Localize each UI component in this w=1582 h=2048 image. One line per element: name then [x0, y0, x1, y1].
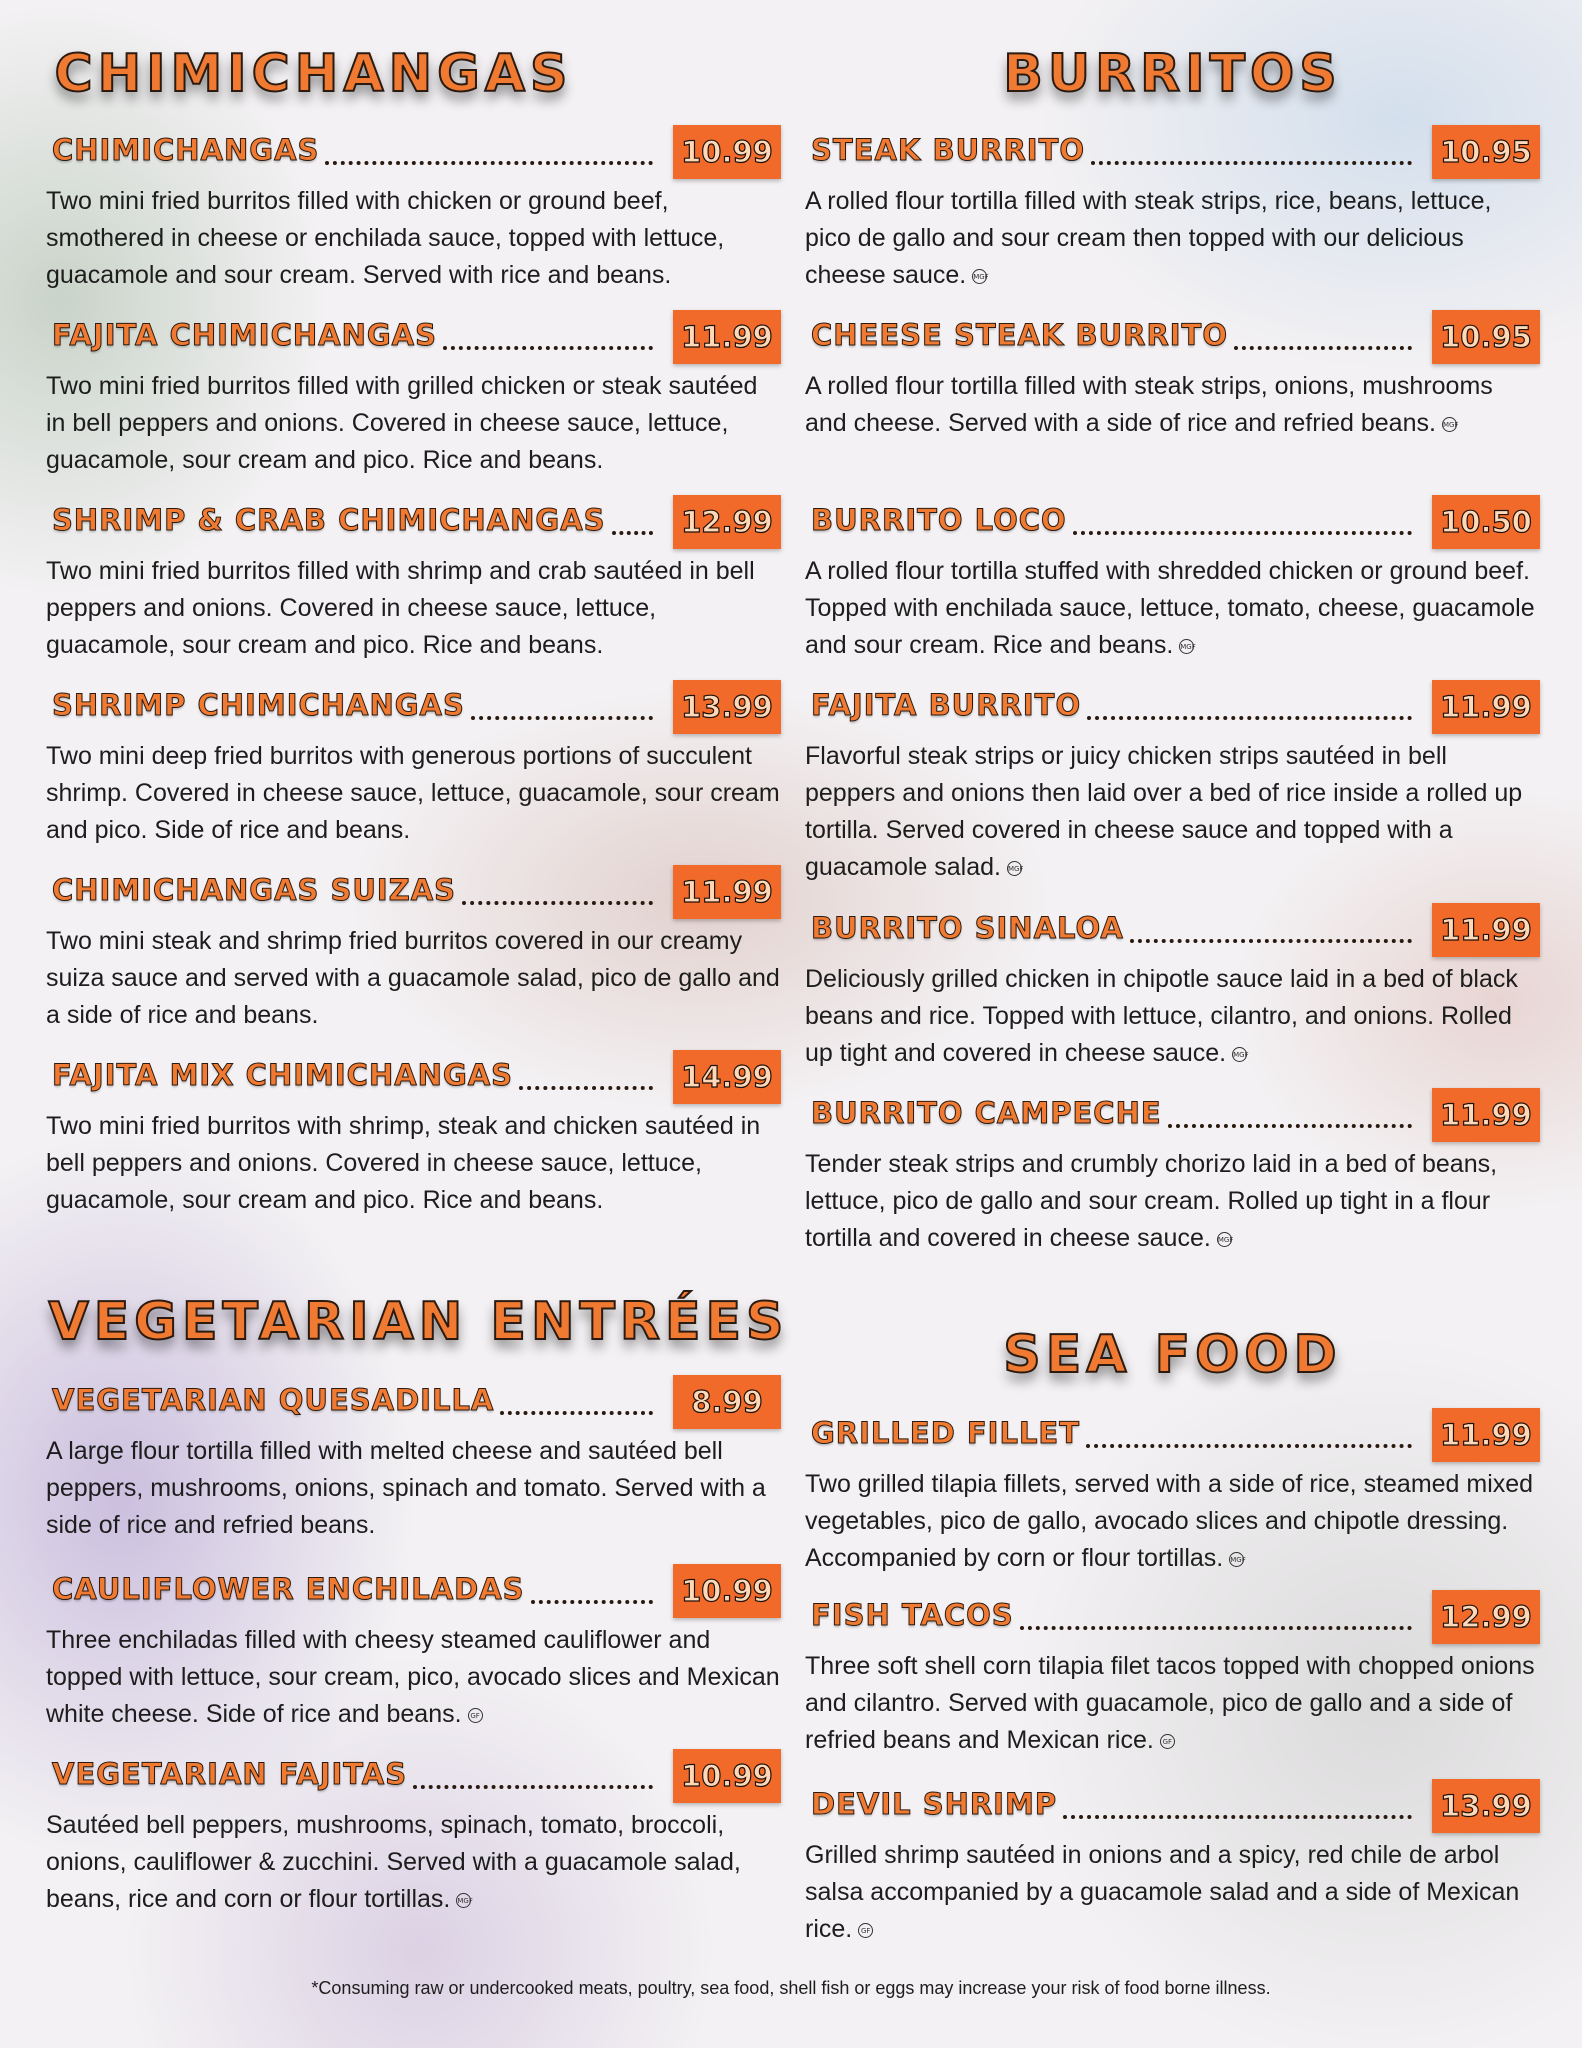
price-tag: 11.99 [673, 310, 781, 364]
item-header [46, 1050, 781, 1102]
price-tag: 11.99 [1432, 1408, 1540, 1462]
item-header [805, 310, 1540, 362]
price-tag: 10.95 [1432, 310, 1540, 364]
price-tag: 13.99 [1432, 1779, 1540, 1833]
item-header [805, 680, 1540, 732]
item-header [46, 310, 781, 362]
dietary-icon: MGF [1229, 1552, 1244, 1567]
menu-item [805, 125, 1540, 294]
dot-leader [462, 901, 653, 905]
menu-item [46, 1050, 781, 1219]
item-description: Three soft shell corn tilapia filet tacos topped with chopped onions and cilantro. Served with guacamole, pico de gallo and a side of refried beans and Mexican rice. GF [805, 1652, 1535, 1754]
item-header [805, 495, 1540, 547]
item-name: STEAK BURRITO [811, 133, 1086, 167]
item-name: SHRIMP & CRAB CHIMICHANGAS [52, 503, 606, 537]
dot-leader [1020, 1626, 1412, 1630]
price-tag: 11.99 [1432, 1088, 1540, 1142]
price-tag: 8.99 [673, 1375, 781, 1429]
item-description: Two mini fried burritos filled with chicken or ground beef, smothered in cheese or enchilada sauce, topped with lettuce, guacamole and sour cream. Served with rice and beans. [46, 187, 725, 289]
dot-leader [1073, 531, 1412, 535]
item-header [805, 1088, 1540, 1140]
item-description: Two mini fried burritos filled with shrimp and crab sautéed in bell peppers and onions. Covered in cheese sauce, lettuce, guacamole, sour cream and pico. Rice and beans. [46, 557, 755, 659]
dot-leader [325, 161, 653, 165]
section-title-vegetarian: VEGETARIAN ENTRÉES [48, 1292, 789, 1352]
item-description: Two mini fried burritos with shrimp, steak and chicken sautéed in bell peppers and onions. Covered in cheese sauce, lettuce, guacamole, sour cream and pico. Rice and beans. [46, 1112, 761, 1214]
menu-item [46, 1564, 781, 1733]
food-safety-footnote: *Consuming raw or undercooked meats, poultry, sea food, shell fish or eggs may increase your risk of food borne illness. [311, 1978, 1271, 1998]
dietary-icon: MGF [1007, 861, 1022, 876]
dietary-icon: MGF [1179, 639, 1194, 654]
dot-leader [612, 531, 653, 535]
item-name: VEGETARIAN FAJITAS [52, 1757, 408, 1791]
price-tag: 10.50 [1432, 495, 1540, 549]
price-tag: 10.99 [673, 1749, 781, 1803]
item-header [46, 495, 781, 547]
menu-item [805, 1408, 1540, 1577]
item-name: SHRIMP CHIMICHANGAS [52, 688, 465, 722]
menu-item [46, 495, 781, 664]
menu-item [805, 1779, 1540, 1948]
menu-item [805, 495, 1540, 664]
item-name: CHIMICHANGAS [52, 133, 320, 167]
menu-item [805, 680, 1540, 886]
section-title-seafood: SEA FOOD [1003, 1325, 1342, 1385]
dot-leader [413, 1785, 653, 1789]
price-tag: 11.99 [673, 865, 781, 919]
price-tag: 13.99 [673, 680, 781, 734]
menu-item [805, 1590, 1540, 1759]
item-name: GRILLED FILLET [811, 1416, 1081, 1450]
gluten-free-icon: GF [468, 1708, 483, 1723]
menu-item [46, 680, 781, 849]
item-header [46, 125, 781, 177]
item-description: A rolled flour tortilla filled with steak strips, onions, mushrooms and cheese. Served with a side of rice and refried beans. MGF [805, 372, 1493, 437]
gluten-free-icon: GF [858, 1923, 873, 1938]
dot-leader [1234, 346, 1412, 350]
section-title-burritos: BURRITOS [1003, 44, 1342, 104]
menu-item [46, 1375, 781, 1544]
item-description: Tender steak strips and crumbly chorizo laid in a bed of beans, lettuce, pico de gallo and sour cream. Rolled up tight in a flour tortilla and covered in cheese sauce. MGF [805, 1150, 1498, 1252]
dietary-icon: MGF [456, 1893, 471, 1908]
menu-item [46, 865, 781, 1034]
item-header [805, 125, 1540, 177]
menu-item [805, 310, 1540, 442]
item-name: BURRITO LOCO [811, 503, 1067, 537]
item-description: Flavorful steak strips or juicy chicken strips sautéed in bell peppers and onions then laid over a bed of rice inside a rolled up tortilla. Served covered in cheese sauce and topped with a guacamole salad. MGF [805, 742, 1523, 881]
price-tag: 12.99 [673, 495, 781, 549]
dot-leader [1063, 1815, 1412, 1819]
item-name: FISH TACOS [811, 1598, 1014, 1632]
dietary-icon: MGF [1217, 1232, 1232, 1247]
dietary-icon: MGF [1442, 417, 1457, 432]
item-name: DEVIL SHRIMP [811, 1787, 1058, 1821]
item-name: FAJITA CHIMICHANGAS [52, 318, 437, 352]
dietary-icon: MGF [972, 269, 987, 284]
item-description: A large flour tortilla filled with melted cheese and sautéed bell peppers, mushrooms, onions, spinach and tomato. Served with a side of rice and refried beans. [46, 1437, 766, 1539]
dot-leader [519, 1086, 653, 1090]
dot-leader [1130, 939, 1412, 943]
item-description: Grilled shrimp sautéed in onions and a spicy, red chile de arbol salsa accompanied by a guacamole salad and a side of Mexican rice. GF [805, 1841, 1520, 1943]
dietary-icon: MGF [1232, 1047, 1247, 1062]
item-name: BURRITO SINALOA [811, 911, 1124, 945]
item-header [805, 1408, 1540, 1460]
price-tag: 10.95 [1432, 125, 1540, 179]
item-description: Two mini fried burritos filled with grilled chicken or steak sautéed in bell peppers and onions. Covered in cheese sauce, lettuce, guacamole, sour cream and pico. Rice and beans. [46, 372, 758, 474]
item-description: Two mini deep fried burritos with generous portions of succulent shrimp. Covered in cheese sauce, lettuce, guacamole, sour cream and pico. Side of rice and beans. [46, 742, 780, 844]
dot-leader [1091, 161, 1412, 165]
item-description: Two mini steak and shrimp fried burritos covered in our creamy suiza sauce and served with a guacamole salad, pico de gallo and a side of rice and beans. [46, 927, 780, 1029]
item-name: CHIMICHANGAS SUIZAS [52, 873, 457, 907]
item-name: BURRITO CAMPECHE [811, 1096, 1162, 1130]
item-header [46, 1749, 781, 1801]
gluten-free-icon: GF [1160, 1734, 1175, 1749]
dot-leader [531, 1600, 653, 1604]
dot-leader [1086, 1444, 1412, 1448]
item-name: CHEESE STEAK BURRITO [811, 318, 1228, 352]
item-name: FAJITA MIX CHIMICHANGAS [52, 1058, 514, 1092]
item-description: Sautéed bell peppers, mushrooms, spinach, tomato, broccoli, onions, cauliflower & zucchini. Served with a guacamole salad, beans, rice and corn or flour tortillas. MGF [46, 1811, 741, 1913]
item-name: CAULIFLOWER ENCHILADAS [52, 1572, 525, 1606]
item-header [46, 865, 781, 917]
item-description: Three enchiladas filled with cheesy steamed cauliflower and topped with lettuce, sour cream, pico, avocado slices and Mexican white cheese. Side of rice and beans. GF [46, 1626, 780, 1728]
item-header [46, 1564, 781, 1616]
dot-leader [1087, 716, 1412, 720]
item-header [805, 1779, 1540, 1831]
price-tag: 11.99 [1432, 903, 1540, 957]
menu-item [46, 1749, 781, 1918]
price-tag: 11.99 [1432, 680, 1540, 734]
menu-item [46, 125, 781, 294]
item-header [46, 1375, 781, 1427]
menu-item [805, 1088, 1540, 1257]
item-name: FAJITA BURRITO [811, 688, 1082, 722]
dot-leader [471, 716, 653, 720]
item-name: VEGETARIAN QUESADILLA [52, 1383, 495, 1417]
item-header [805, 1590, 1540, 1642]
dot-leader [1168, 1124, 1412, 1128]
price-tag: 14.99 [673, 1050, 781, 1104]
item-header [805, 903, 1540, 955]
item-description: A rolled flour tortilla filled with steak strips, rice, beans, lettuce, pico de gallo and sour cream then topped with our delicious cheese sauce. MGF [805, 187, 1492, 289]
price-tag: 12.99 [1432, 1590, 1540, 1644]
dot-leader [500, 1411, 653, 1415]
menu-item [46, 310, 781, 479]
dot-leader [443, 346, 653, 350]
item-description: A rolled flour tortilla stuffed with shredded chicken or ground beef. Topped with enchilada sauce, lettuce, tomato, cheese, guacamole and sour cream. Rice and beans. MGF [805, 557, 1535, 659]
price-tag: 10.99 [673, 125, 781, 179]
item-description: Deliciously grilled chicken in chipotle sauce laid in a bed of black beans and rice. Topped with lettuce, cilantro, and onions. Rolled up tight and covered in cheese sauce. MGF [805, 965, 1518, 1067]
menu-item [805, 903, 1540, 1072]
price-tag: 10.99 [673, 1564, 781, 1618]
item-description: Two grilled tilapia fillets, served with a side of rice, steamed mixed vegetables, pico de gallo, avocado slices and chipotle dressing. Accompanied by corn or flour tortillas. MGF [805, 1470, 1534, 1572]
section-title-chimichangas: CHIMICHANGAS [54, 44, 573, 104]
item-header [46, 680, 781, 732]
